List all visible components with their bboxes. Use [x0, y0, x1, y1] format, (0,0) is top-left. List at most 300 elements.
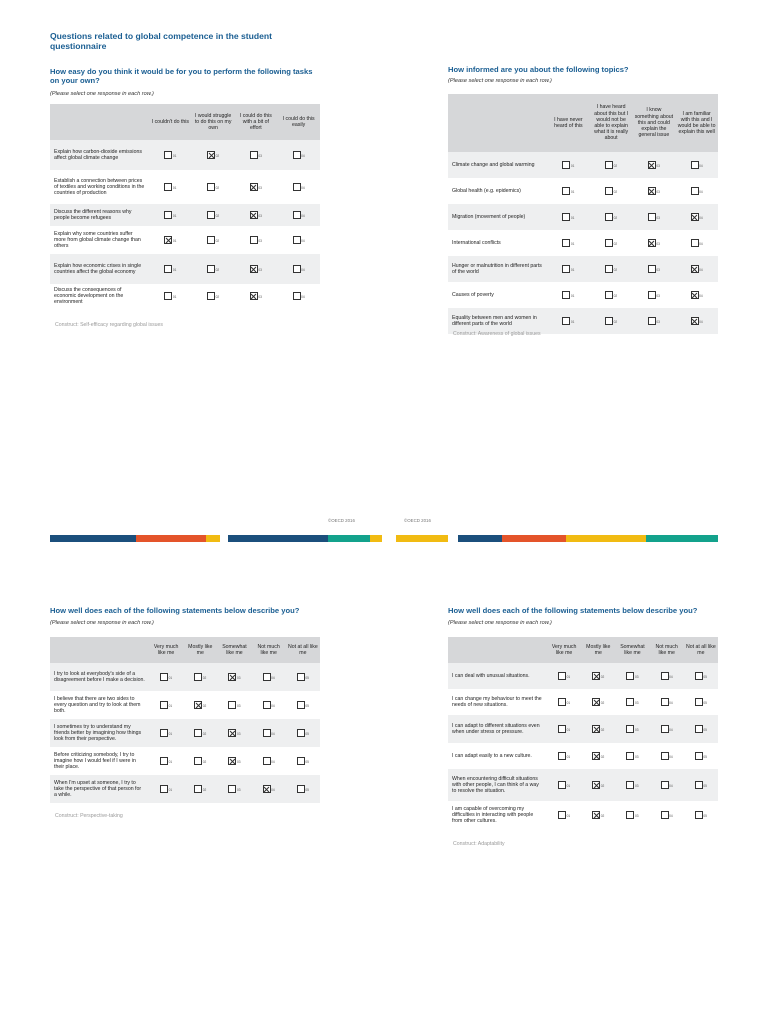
checkbox-checked[interactable] — [250, 211, 258, 219]
option-code: 02 — [600, 700, 605, 705]
q2-title: How informed are you about the following topics? — [448, 65, 629, 74]
checkbox-checked[interactable] — [592, 672, 600, 680]
row-label: I can adapt to different situations even when under stress or pressure. — [448, 715, 547, 743]
checkbox[interactable] — [293, 292, 301, 300]
checkbox[interactable] — [691, 161, 699, 169]
column-header: Not at all like me — [684, 637, 718, 663]
option-code: 03 — [258, 267, 262, 272]
checkbox-checked[interactable] — [164, 236, 172, 244]
q3-construct: Construct: Perspective-taking — [55, 813, 123, 819]
row-label: I can change my behaviour to meet the needs of new situations. — [452, 695, 542, 708]
option-code: 05 — [305, 731, 309, 736]
option-code: 02 — [215, 213, 220, 218]
option-code: 04 — [271, 759, 275, 764]
option-code: 05 — [703, 813, 707, 818]
checkbox[interactable] — [648, 265, 656, 273]
checkbox-checked[interactable] — [250, 183, 258, 191]
option-code: 01 — [172, 294, 177, 299]
option-code: 01 — [570, 215, 575, 220]
checkbox-checked[interactable] — [228, 757, 236, 765]
option-code: 04 — [699, 241, 703, 246]
table-row — [50, 140, 320, 170]
option-code: 03 — [236, 703, 241, 708]
checkbox[interactable] — [160, 757, 168, 765]
checkbox-checked[interactable] — [648, 187, 656, 195]
option-code: 02 — [215, 267, 220, 272]
checkbox[interactable] — [263, 673, 271, 681]
option-code: 01 — [566, 813, 571, 818]
option-code: 05 — [703, 674, 707, 679]
column-header: I couldn't do this — [149, 104, 192, 140]
checkbox[interactable] — [695, 781, 703, 789]
column-header: I know something about this and could explain the general issue — [633, 94, 676, 152]
table-row — [50, 691, 320, 719]
option-code: 02 — [215, 294, 220, 299]
checkbox[interactable] — [297, 701, 305, 709]
option-code: 01 — [570, 189, 575, 194]
row-label: Explain why some countries suffer more from global climate change than others — [54, 230, 141, 250]
table-row — [448, 801, 718, 829]
checkbox[interactable] — [558, 781, 566, 789]
column-header: Not much like me — [252, 637, 286, 663]
option-code: 01 — [566, 700, 571, 705]
option-code: 02 — [600, 754, 605, 759]
table-row — [448, 152, 718, 178]
row-label: I believe that there are two sides to every question and try to look at them both. — [54, 695, 141, 715]
row-label: Discuss the different reasons why people become refugees — [50, 204, 149, 226]
checkbox[interactable] — [263, 701, 271, 709]
checkbox[interactable] — [626, 725, 634, 733]
option-code: 03 — [634, 754, 639, 759]
option-code: 04 — [301, 238, 305, 243]
option-code: 03 — [236, 731, 241, 736]
q1-table — [50, 104, 320, 308]
option-code: 04 — [271, 731, 275, 736]
checkbox[interactable] — [626, 752, 634, 760]
header-stem — [50, 104, 149, 140]
row-label: Global health (e.g. epidemics) — [452, 187, 521, 194]
option-code: 01 — [570, 163, 575, 168]
checkbox[interactable] — [207, 183, 215, 191]
row-label: When encountering difficult situations with other people, I can think of a way to resolve the situation. — [448, 769, 547, 801]
checkbox[interactable] — [605, 161, 613, 169]
table-row — [50, 663, 320, 691]
checkbox[interactable] — [626, 698, 634, 706]
option-code: 04 — [271, 675, 275, 680]
q1-construct: Construct: Self-efficacy regarding global issues — [55, 322, 164, 328]
option-code: 01 — [570, 267, 575, 272]
option-code: 03 — [236, 759, 241, 764]
option-code: 03 — [236, 787, 241, 792]
option-code: 01 — [168, 731, 173, 736]
option-code: 01 — [168, 703, 173, 708]
checkbox-checked[interactable] — [207, 151, 215, 159]
checkbox[interactable] — [695, 698, 703, 706]
option-code: 02 — [613, 293, 618, 298]
checkbox[interactable] — [207, 292, 215, 300]
checkbox[interactable] — [293, 151, 301, 159]
checkbox[interactable] — [695, 672, 703, 680]
checkbox[interactable] — [691, 239, 699, 247]
checkbox[interactable] — [661, 811, 669, 819]
option-code: 03 — [634, 700, 639, 705]
checkbox[interactable] — [250, 236, 258, 244]
option-code: 01 — [172, 267, 177, 272]
table-row — [448, 689, 718, 715]
option-code: 03 — [236, 675, 241, 680]
table-row — [448, 663, 718, 689]
checkbox-checked[interactable] — [592, 811, 600, 819]
checkbox[interactable] — [661, 725, 669, 733]
table-row — [448, 204, 718, 230]
checkbox[interactable] — [648, 213, 656, 221]
option-code: 04 — [699, 163, 703, 168]
q4-instruction: (Please select one response in each row.) — [448, 620, 552, 626]
table-row — [50, 719, 320, 747]
option-code: 02 — [215, 153, 220, 158]
option-code: 03 — [656, 189, 660, 194]
option-code: 01 — [168, 675, 173, 680]
checkbox-checked[interactable] — [648, 161, 656, 169]
column-header: I could do this easily — [277, 104, 320, 140]
checkbox[interactable] — [661, 752, 669, 760]
option-code: 01 — [168, 787, 173, 792]
option-code: 03 — [656, 163, 660, 168]
option-code: 05 — [305, 675, 309, 680]
checkbox-checked[interactable] — [592, 725, 600, 733]
checkbox-checked[interactable] — [263, 785, 271, 793]
option-code: 02 — [600, 727, 605, 732]
q2-instruction: (Please select one response in each row.) — [448, 78, 552, 84]
row-label: Migration (movement of people) — [448, 204, 547, 230]
row-label: I can adapt easily to a new culture. — [452, 752, 532, 759]
column-header: I would struggle to do this on my own — [192, 104, 235, 140]
option-code: 01 — [172, 213, 177, 218]
checkbox[interactable] — [164, 265, 172, 273]
option-code: 04 — [699, 215, 703, 220]
checkbox[interactable] — [605, 317, 613, 325]
checkbox[interactable] — [605, 213, 613, 221]
row-label: I try to look at everybody's side of a disagreement before I make a decision. — [50, 663, 149, 691]
table-row — [448, 230, 718, 256]
row-label: Causes of poverty — [452, 291, 494, 298]
option-code: 01 — [172, 185, 177, 190]
option-code: 03 — [258, 153, 262, 158]
column-header: Very much like me — [547, 637, 581, 663]
option-code: 01 — [570, 241, 575, 246]
checkbox[interactable] — [297, 785, 305, 793]
checkbox[interactable] — [228, 701, 236, 709]
option-code: 02 — [613, 189, 618, 194]
option-code: 04 — [271, 787, 275, 792]
column-header: Mostly like me — [183, 637, 217, 663]
column-header: Somewhat like me — [615, 637, 649, 663]
checkbox[interactable] — [558, 811, 566, 819]
option-code: 03 — [258, 238, 262, 243]
option-code: 01 — [172, 238, 177, 243]
checkbox[interactable] — [562, 239, 570, 247]
option-code: 03 — [634, 674, 639, 679]
checkbox[interactable] — [263, 757, 271, 765]
checkbox-checked[interactable] — [648, 239, 656, 247]
table-row — [50, 254, 320, 284]
option-code: 03 — [258, 213, 262, 218]
option-code: 04 — [301, 153, 305, 158]
option-code: 02 — [613, 163, 618, 168]
option-code: 04 — [669, 727, 673, 732]
checkbox[interactable] — [293, 236, 301, 244]
checkbox-checked[interactable] — [592, 752, 600, 760]
table-row — [50, 226, 320, 254]
table-row — [448, 256, 718, 282]
option-code: 01 — [570, 319, 575, 324]
table-row — [448, 743, 718, 769]
option-code: 02 — [202, 703, 207, 708]
option-code: 04 — [699, 293, 703, 298]
option-code: 03 — [656, 293, 660, 298]
option-code: 05 — [305, 759, 309, 764]
table-row — [50, 284, 320, 308]
row-label: Explain how economic crises in single countries affect the global economy — [50, 254, 149, 284]
checkbox[interactable] — [207, 211, 215, 219]
checkbox[interactable] — [626, 811, 634, 819]
option-code: 03 — [634, 813, 639, 818]
checkbox[interactable] — [695, 752, 703, 760]
option-code: 03 — [258, 294, 262, 299]
option-code: 02 — [202, 731, 207, 736]
option-code: 03 — [656, 319, 660, 324]
row-label: Explain how carbon-dioxide emissions affect global climate change — [50, 140, 149, 170]
column-header: Not at all like me — [286, 637, 320, 663]
table-row — [448, 178, 718, 204]
checkbox[interactable] — [626, 672, 634, 680]
option-code: 01 — [172, 153, 177, 158]
checkbox[interactable] — [562, 265, 570, 273]
option-code: 04 — [301, 213, 305, 218]
option-code: 04 — [301, 185, 305, 190]
checkbox[interactable] — [194, 757, 202, 765]
checkbox[interactable] — [164, 183, 172, 191]
option-code: 01 — [168, 759, 173, 764]
option-code: 04 — [669, 674, 673, 679]
checkbox[interactable] — [194, 729, 202, 737]
checkbox[interactable] — [605, 265, 613, 273]
option-code: 04 — [301, 267, 305, 272]
checkbox[interactable] — [293, 211, 301, 219]
option-code: 02 — [600, 813, 605, 818]
row-label: International conflicts — [452, 239, 501, 246]
table-row — [50, 170, 320, 204]
row-label: I sometimes try to understand my friends better by imagining how things look from their perspective. — [50, 719, 149, 747]
q3-table — [50, 637, 320, 803]
copyright-right: ©OECD 2016 — [404, 518, 431, 523]
checkbox[interactable] — [626, 781, 634, 789]
column-header: Somewhat like me — [217, 637, 251, 663]
option-code: 04 — [669, 700, 673, 705]
option-code: 03 — [634, 727, 639, 732]
checkbox[interactable] — [605, 239, 613, 247]
table-row — [448, 769, 718, 801]
option-code: 02 — [202, 759, 207, 764]
checkbox[interactable] — [293, 265, 301, 273]
checkbox[interactable] — [160, 701, 168, 709]
checkbox[interactable] — [194, 785, 202, 793]
row-label: Establish a connection between prices of textiles and working conditions in the countries of production — [54, 177, 145, 197]
option-code: 04 — [271, 703, 275, 708]
row-label: Hunger or malnutrition in different parts of the world — [448, 256, 547, 282]
checkbox[interactable] — [695, 725, 703, 733]
option-code: 02 — [613, 215, 618, 220]
checkbox[interactable] — [558, 672, 566, 680]
option-code: 02 — [600, 674, 605, 679]
row-label: I am capable of overcoming my difficulties in interacting with people from other cultures. — [452, 805, 534, 825]
option-code: 04 — [669, 754, 673, 759]
option-code: 02 — [613, 319, 618, 324]
checkbox[interactable] — [648, 317, 656, 325]
option-code: 04 — [699, 189, 703, 194]
q4-construct: Construct: Adaptability — [453, 841, 505, 847]
option-code: 04 — [669, 783, 673, 788]
checkbox-checked[interactable] — [691, 317, 699, 325]
table-row — [50, 747, 320, 775]
checkbox[interactable] — [562, 187, 570, 195]
option-code: 02 — [600, 783, 605, 788]
checkbox[interactable] — [558, 698, 566, 706]
checkbox[interactable] — [250, 151, 258, 159]
checkbox[interactable] — [695, 811, 703, 819]
checkbox[interactable] — [558, 752, 566, 760]
checkbox[interactable] — [562, 291, 570, 299]
row-label: I can deal with unusual situations. — [448, 663, 547, 689]
checkbox[interactable] — [562, 161, 570, 169]
copyright-left: ©OECD 2016 — [328, 518, 355, 523]
checkbox[interactable] — [558, 725, 566, 733]
section-title: Questions related to global competence in the student questionnaire — [50, 31, 273, 51]
option-code: 02 — [202, 787, 207, 792]
checkbox[interactable] — [661, 781, 669, 789]
q2-construct: Construct: Awareness of global issues — [453, 331, 541, 337]
option-code: 05 — [703, 700, 707, 705]
checkbox-checked[interactable] — [691, 291, 699, 299]
header-stem — [448, 94, 547, 152]
checkbox-checked[interactable] — [228, 729, 236, 737]
option-code: 01 — [566, 783, 571, 788]
option-code: 03 — [656, 267, 660, 272]
option-code: 01 — [566, 754, 571, 759]
q1-title: How easy do you think it would be for you to perform the following tasks on your own? — [50, 67, 313, 85]
checkbox[interactable] — [164, 211, 172, 219]
checkbox-checked[interactable] — [250, 292, 258, 300]
checkbox[interactable] — [263, 729, 271, 737]
checkbox[interactable] — [605, 187, 613, 195]
checkbox[interactable] — [160, 729, 168, 737]
checkbox[interactable] — [164, 151, 172, 159]
q3-instruction: (Please select one response in each row.) — [50, 620, 154, 626]
option-code: 02 — [613, 241, 618, 246]
column-header: Mostly like me — [581, 637, 615, 663]
checkbox[interactable] — [661, 698, 669, 706]
checkbox[interactable] — [648, 291, 656, 299]
option-code: 01 — [570, 293, 575, 298]
checkbox[interactable] — [661, 672, 669, 680]
checkbox[interactable] — [164, 292, 172, 300]
q4-table — [448, 637, 718, 829]
column-header: I could do this with a bit of effort — [235, 104, 278, 140]
table-row — [50, 204, 320, 226]
checkbox[interactable] — [562, 317, 570, 325]
checkbox-checked[interactable] — [691, 265, 699, 273]
checkbox[interactable] — [691, 187, 699, 195]
row-label: Climate change and global warming — [448, 152, 547, 178]
option-code: 02 — [215, 238, 220, 243]
row-label: Equality between men and women in different parts of the world — [448, 308, 547, 334]
option-code: 05 — [703, 754, 707, 759]
column-header: Very much like me — [149, 637, 183, 663]
option-code: 05 — [703, 727, 707, 732]
option-code: 02 — [202, 675, 207, 680]
row-label: When I'm upset at someone, I try to take the perspective of that person for a while. — [50, 775, 149, 803]
checkbox[interactable] — [160, 673, 168, 681]
column-header: I am familiar with this and I would be able to explain this well — [675, 94, 718, 152]
column-header: Not much like me — [650, 637, 684, 663]
table-row — [448, 282, 718, 308]
checkbox[interactable] — [297, 757, 305, 765]
q3-title: How well does each of the following statements below describe you? — [50, 606, 300, 615]
checkbox-checked[interactable] — [691, 213, 699, 221]
option-code: 03 — [634, 783, 639, 788]
option-code: 01 — [566, 674, 571, 679]
checkbox[interactable] — [194, 673, 202, 681]
checkbox-checked[interactable] — [228, 673, 236, 681]
checkbox[interactable] — [297, 729, 305, 737]
row-label: Discuss the consequences of economic development on the environment — [54, 286, 124, 306]
option-code: 02 — [613, 267, 618, 272]
q4-title: How well does each of the following statements below describe you? — [448, 606, 698, 615]
option-code: 04 — [699, 267, 703, 272]
checkbox[interactable] — [297, 673, 305, 681]
checkbox[interactable] — [207, 265, 215, 273]
header-stem — [448, 637, 547, 663]
option-code: 02 — [215, 185, 220, 190]
option-code: 04 — [301, 294, 305, 299]
checkbox[interactable] — [605, 291, 613, 299]
option-code: 05 — [703, 783, 707, 788]
option-code: 03 — [258, 185, 262, 190]
checkbox[interactable] — [293, 183, 301, 191]
column-header: I have heard about this but I would not be able to explain what it is really about — [590, 94, 633, 152]
checkbox-checked[interactable] — [194, 701, 202, 709]
checkbox[interactable] — [228, 785, 236, 793]
checkbox[interactable] — [160, 785, 168, 793]
row-label: Before criticizing somebody, I try to imagine how I would feel if I were in their place. — [54, 751, 136, 771]
option-code: 05 — [305, 787, 309, 792]
q1-instruction: (Please select one response in each row.) — [50, 91, 154, 97]
option-code: 03 — [656, 241, 660, 246]
option-code: 04 — [699, 319, 703, 324]
table-row — [448, 715, 718, 743]
checkbox[interactable] — [562, 213, 570, 221]
column-header: I have never heard of this — [547, 94, 590, 152]
checkbox-checked[interactable] — [250, 265, 258, 273]
option-code: 01 — [566, 727, 571, 732]
checkbox-checked[interactable] — [592, 698, 600, 706]
checkbox[interactable] — [207, 236, 215, 244]
header-stem — [50, 637, 149, 663]
option-code: 05 — [305, 703, 309, 708]
q2-table — [448, 94, 718, 334]
table-row — [50, 775, 320, 803]
checkbox-checked[interactable] — [592, 781, 600, 789]
